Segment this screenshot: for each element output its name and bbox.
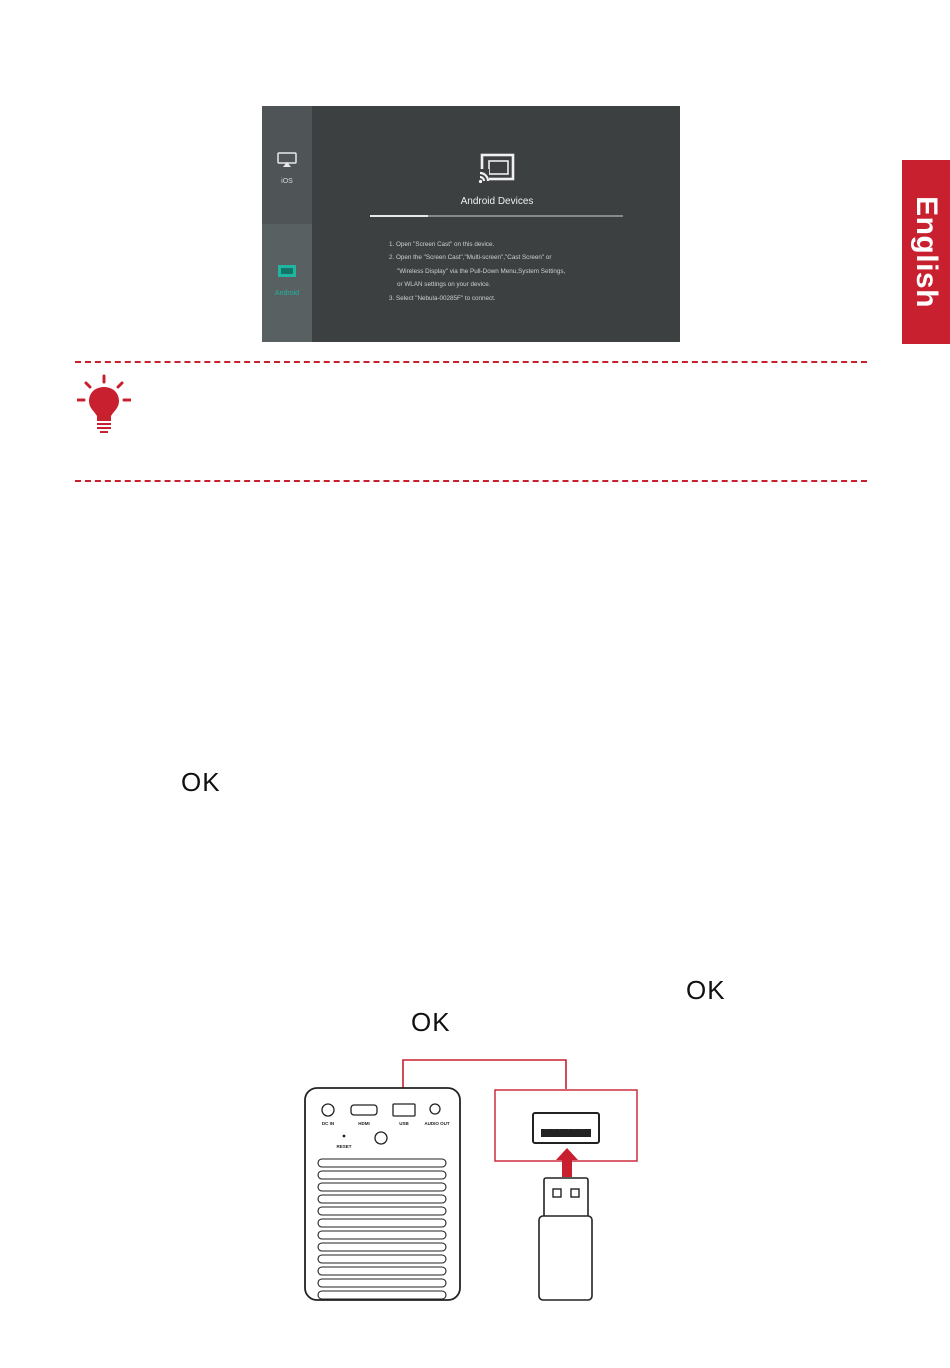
airplay-icon [277,152,297,168]
port-label-dc-in: DC IN [321,1121,335,1126]
port-label-hdmi: HDMI [358,1121,370,1126]
usb-connection-illustration [300,1055,645,1305]
screen-title: Android Devices [460,196,534,207]
progress-bar [370,215,623,217]
progress-fill [370,215,428,217]
instruction-step: 1. Open "Screen Cast" on this device. [389,241,495,248]
tip-border-top [75,361,867,363]
language-tab-label: English [910,196,943,308]
instruction-step: or WLAN settings on your device. [397,281,491,289]
sidebar-item-label: Android [274,290,300,297]
cast-icon [277,264,297,278]
cast-icon [478,152,516,184]
usb-stick [539,1178,592,1300]
instruction-step: "Wireless Display" via the Pull-Down Menu,System Settings, [397,267,566,275]
ok-label: OK [411,1007,451,1037]
tip-border-bottom [75,480,867,482]
port-label-audio-out: AUDIO OUT [424,1121,450,1126]
reset-label: RESET [336,1144,352,1149]
projector-screenshot [262,106,680,342]
ok-label: OK [181,767,221,797]
lightbulb-icon [77,374,131,436]
sidebar-selected-bg [262,224,312,342]
sidebar-item-label: iOS [281,178,293,185]
instruction-step: 3. Select "Nebula-00285F" to connect. [389,294,496,302]
instruction-list [389,238,649,305]
projector-back-panel [305,1088,460,1300]
language-tab[interactable] [902,160,950,344]
port-label-usb: USB [399,1121,409,1126]
instruction-step: 2. Open the "Screen Cast","Multi-screen","Cast Screen" or [389,254,552,262]
ok-label: OK [686,975,726,1005]
